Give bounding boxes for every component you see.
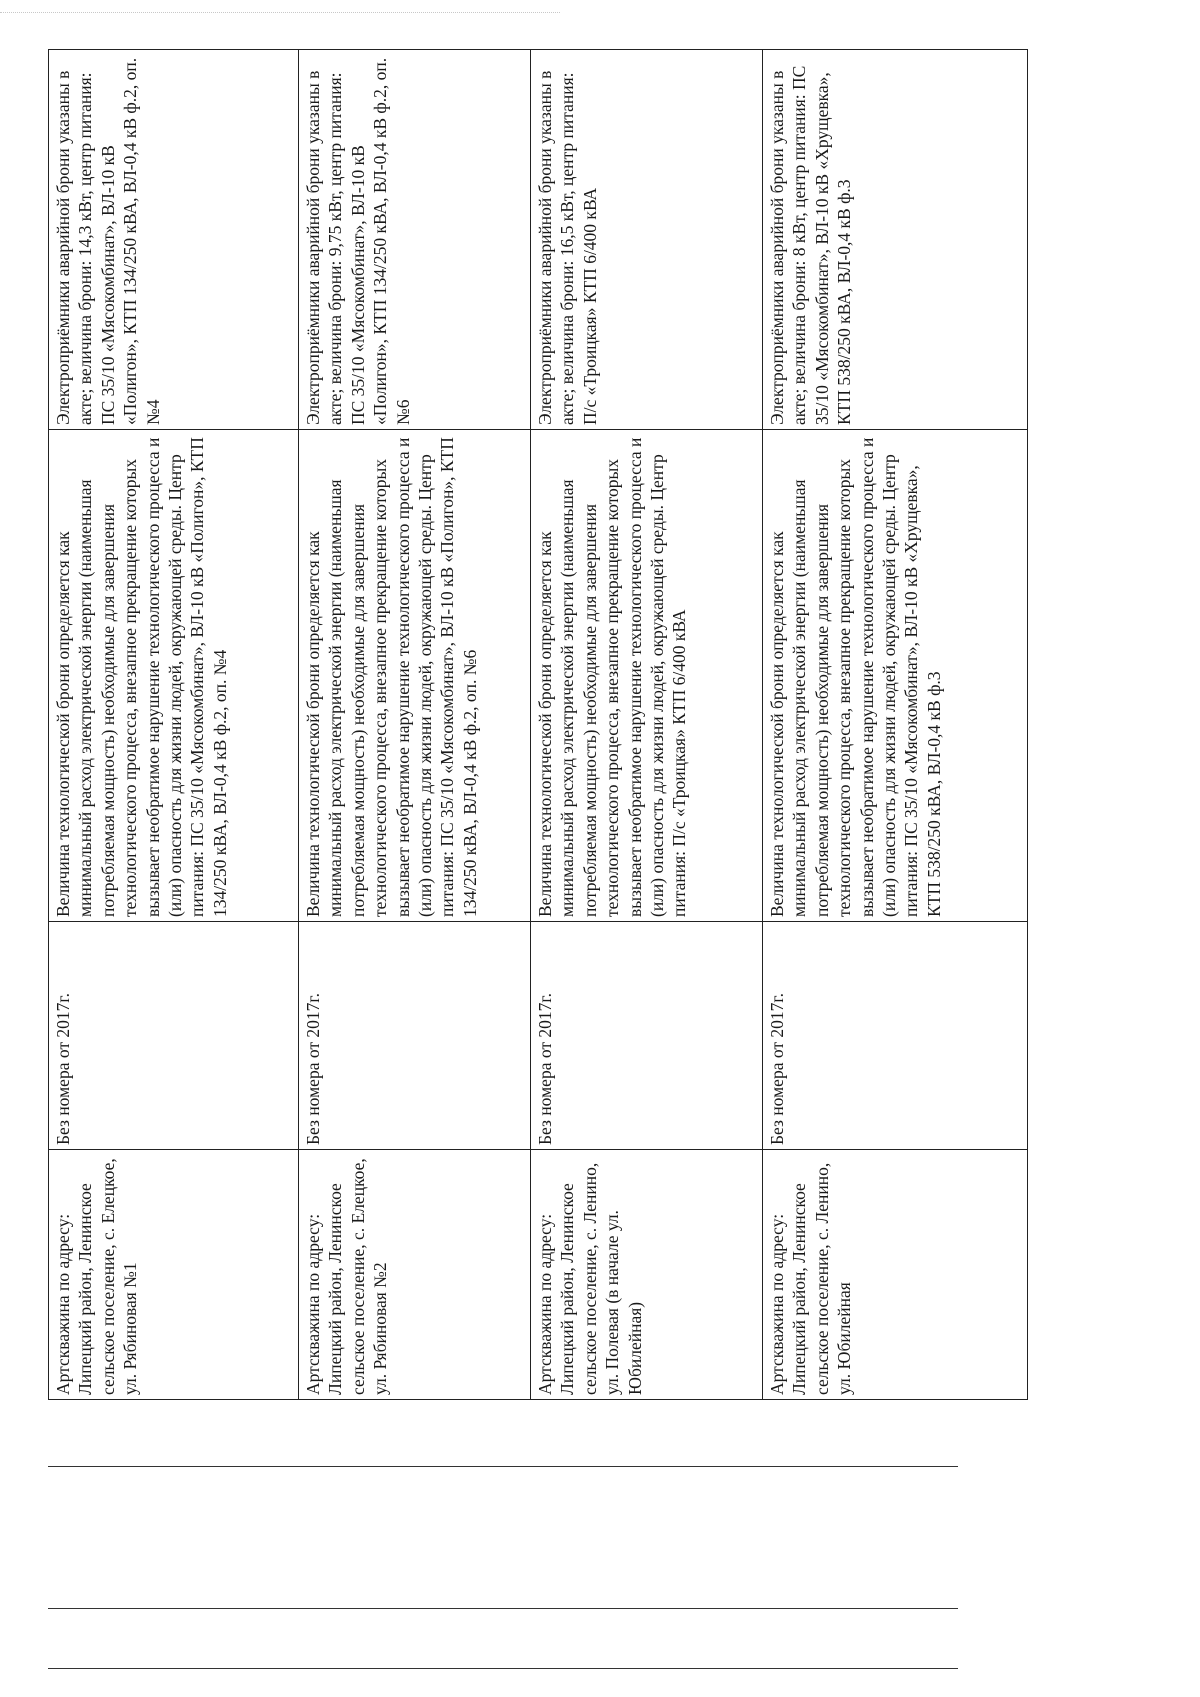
table-row xyxy=(49,50,299,1400)
scan-edge-dots xyxy=(0,12,560,13)
signature-line xyxy=(48,1608,958,1609)
signature-line xyxy=(48,1466,958,1467)
object-cell: Артскважина по адресу: Липецкий район, Ленинское сельское поселение, с. Ленино, ул. Юбилейная xyxy=(763,1150,1028,1400)
object-cell: Артскважина по адресу: Липецкий район, Ленинское сельское поселение, с. Елецкое, ул. Рябиновая №2 xyxy=(299,1150,531,1400)
table-row xyxy=(299,50,531,1400)
description-cell: Величина технологической брони определяется как минимальный расход электрической энергии (наименьшая потребляемая мощность) необходимые для завершения технологического процесса, внезапное прекращение которых вызывает необратимое нарушение технологического процесса и (или) опасность для жизни людей, окружающей среды. Центр питания: ПС 35/10 «Мясокомбинат», ВЛ-10 кВ «Хрущевка», КТП 538/250 кВА, ВЛ-0,4 кВ ф.3 xyxy=(763,430,1028,922)
document-cell: Без номера от 2017г. xyxy=(531,922,763,1150)
receivers-cell: Электроприёмники аварийной брони указаны в акте; величина брони: 16,5 кВт, центр питания: П/с «Троицкая» КТП 6/400 кВА xyxy=(531,50,763,430)
description-cell: Величина технологической брони определяется как минимальный расход электрической энергии (наименьшая потребляемая мощность) необходимые для завершения технологического процесса, внезапное прекращение которых вызывает необратимое нарушение технологического процесса и (или) опасность для жизни людей, окружающей среды. Центр питания: ПС 35/10 «Мясокомбинат», ВЛ-10 кВ «Полигон», КТП 134/250 кВА, ВЛ-0,4 кВ ф.2, оп. №6 xyxy=(299,430,531,922)
table-row xyxy=(763,50,1028,1400)
table-row xyxy=(531,50,763,1400)
receivers-cell: Электроприёмники аварийной брони указаны в акте; величина брони: 9,75 кВт, центр питания: ПС 35/10 «Мясокомбинат», ВЛ-10 кВ «Полигон», КТП 134/250 кВА, ВЛ-0,4 кВ ф.2, оп. №6 xyxy=(299,50,531,430)
object-cell: Артскважина по адресу: Липецкий район, Ленинское сельское поселение, с. Елецкое, ул. Рябиновая №1 xyxy=(49,1150,299,1400)
receivers-cell: Электроприёмники аварийной брони указаны в акте; величина брони: 14,3 кВт, центр питания: ПС 35/10 «Мясокомбинат», ВЛ-10 кВ «Полигон», КТП 134/250 кВА, ВЛ-0,4 кВ ф.2, оп. №4 xyxy=(49,50,299,430)
object-cell: Артскважина по адресу: Липецкий район, Ленинское сельское поселение, с. Ленино, ул. Полевая (в начале ул. Юбилейная) xyxy=(531,1150,763,1400)
receivers-cell: Электроприёмники аварийной брони указаны в акте; величина брони: 8 кВт, центр питания: ПС 35/10 «Мясокомбинат», ВЛ-10 кВ «Хрущевка», КТП 538/250 кВА, ВЛ-0,4 кВ ф.3 xyxy=(763,50,1028,430)
emergency-reserve-table xyxy=(48,49,1028,1400)
rotated-table-container xyxy=(48,50,1003,1400)
document-cell: Без номера от 2017г. xyxy=(763,922,1028,1150)
document-cell: Без номера от 2017г. xyxy=(299,922,531,1150)
signature-line xyxy=(48,1668,958,1669)
description-cell: Величина технологической брони определяется как минимальный расход электрической энергии (наименьшая потребляемая мощность) необходимые для завершения технологического процесса, внезапное прекращение которых вызывает необратимое нарушение технологического процесса и (или) опасность для жизни людей, окружающей среды. Центр питания: ПС 35/10 «Мясокомбинат», ВЛ-10 кВ «Полигон», КТП 134/250 кВА, ВЛ-0,4 кВ ф.2, оп. №4 xyxy=(49,430,299,922)
description-cell: Величина технологической брони определяется как минимальный расход электрической энергии (наименьшая потребляемая мощность) необходимые для завершения технологического процесса, внезапное прекращение которых вызывает необратимое нарушение технологического процесса и (или) опасность для жизни людей, окружающей среды. Центр питания: П/с «Троицкая» КТП 6/400 кВА xyxy=(531,430,763,922)
document-cell: Без номера от 2017г. xyxy=(49,922,299,1150)
rotated-page-content xyxy=(48,50,1003,1400)
